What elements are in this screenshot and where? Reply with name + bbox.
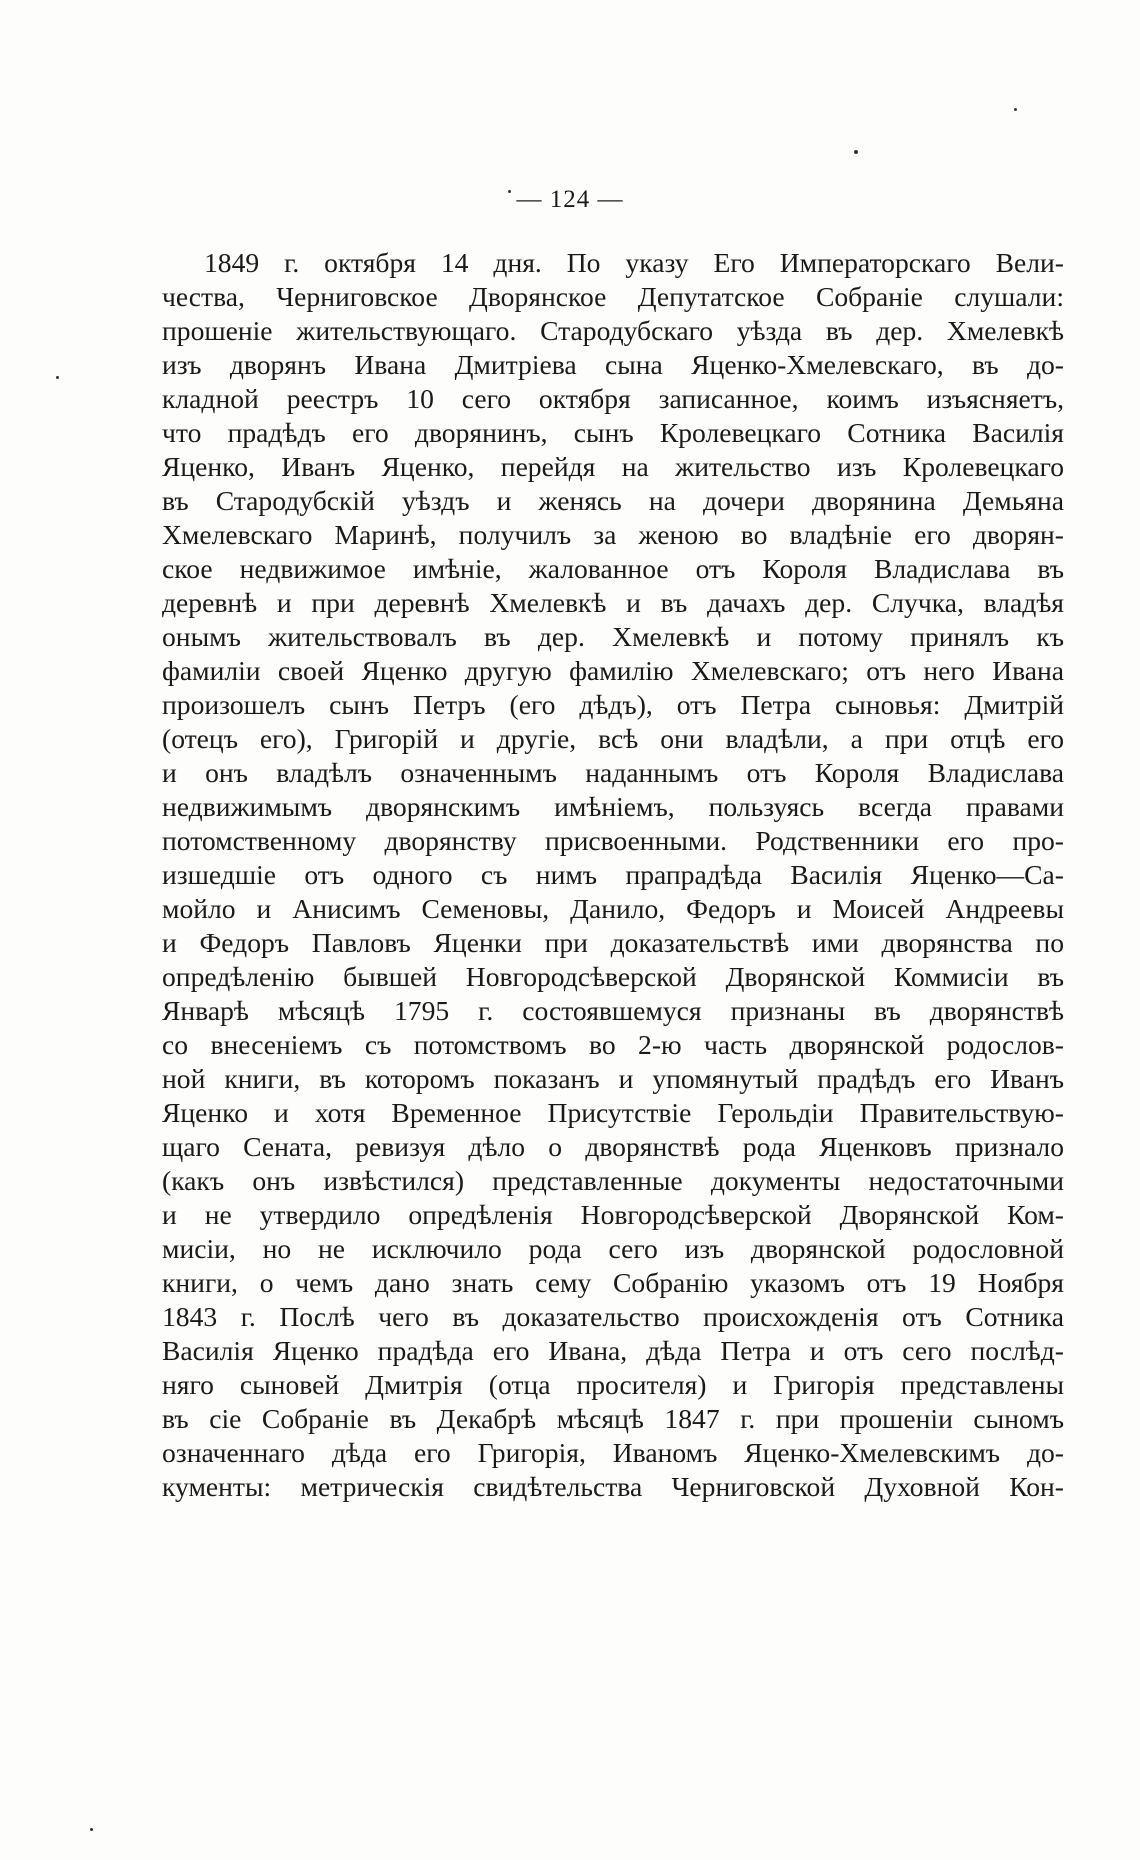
text-line: и не утвердило опредѣленія Новгородсѣверской Дворянской Ком- [162, 1199, 1064, 1230]
text-line: прошеніе жительствующаго. Стародубскаго уѣзда въ дер. Хмелевкѣ [162, 315, 1064, 346]
text-line: въ сіе Собраніе въ Декабрѣ мѣсяцѣ 1847 г. при прошеніи сыномъ [162, 1403, 1064, 1434]
text-line: Василія Яценко прадѣда его Ивана, дѣда Петра и отъ сего послѣд- [162, 1335, 1064, 1366]
text-line: мойло и Анисимъ Семеновы, Данило, Федоръ и Моисей Андреевы [162, 893, 1064, 924]
text-line: ной книги, въ которомъ показанъ и упомянутый прадѣдъ его Иванъ [162, 1063, 1064, 1094]
text-line: означеннаго дѣда его Григорія, Иваномъ Яценко-Хмелевскимъ до- [162, 1437, 1064, 1468]
text-line: книги, о чемъ дано знать сему Собранію указомъ отъ 19 Ноября [162, 1267, 1064, 1298]
text-line: мисіи, но не исключило рода сего изъ дворянской родословной [162, 1233, 1064, 1264]
scan-speck [90, 1828, 93, 1831]
text-line: Январѣ мѣсяцѣ 1795 г. состоявшемуся признаны въ дворянствѣ [162, 995, 1064, 1026]
text-line: изшедшіе отъ одного съ нимъ прапрадѣда Василія Яценко—Са- [162, 859, 1064, 890]
text-line: 1849 г. октября 14 дня. По указу Его Императорскаго Вели- [204, 247, 1064, 278]
text-line: (отецъ его), Григорій и другіе, всѣ они владѣли, а при отцѣ его [162, 723, 1064, 754]
text-line: Яценко и хотя Временное Присутствіе Герольдіи Правительствую- [162, 1097, 1064, 1128]
text-line: 1843 г. Послѣ чего въ доказательство происхожденія отъ Сотника [162, 1301, 1064, 1332]
text-line: ское недвижимое имѣніе, жалованное отъ Короля Владислава въ [162, 553, 1064, 584]
text-line: щаго Сената, ревизуя дѣло о дворянствѣ рода Яценковъ признало [162, 1131, 1064, 1162]
text-line: недвижимымъ дворянскимъ имѣніемъ, пользуясь всегда правами [162, 791, 1064, 822]
text-line: со внесеніемъ съ потомствомъ во 2-ю часть дворянской родослов- [162, 1029, 1064, 1060]
text-line: чества, Черниговское Дворянское Депутатское Собраніе слушали: [162, 281, 1064, 312]
body-text [162, 246, 1064, 1504]
text-line: произошелъ сынъ Петръ (его дѣдъ), отъ Петра сыновья: Дмитрій [162, 689, 1064, 720]
scan-speck [56, 376, 59, 379]
text-line: и Федоръ Павловъ Яценки при доказательствѣ ими дворянства по [162, 927, 1064, 958]
text-line: изъ дворянъ Ивана Дмитріева сына Яценко-Хмелевскаго, въ до- [162, 349, 1064, 380]
text-line: въ Стародубскій уѣздъ и женясь на дочери дворянина Демьяна [162, 485, 1064, 516]
text-line: фамиліи своей Яценко другую фамилію Хмелевскаго; отъ него Ивана [162, 655, 1064, 686]
text-line: кументы: метрическія свидѣтельства Черниговской Духовной Кон- [162, 1471, 1064, 1502]
scan-speck [1014, 108, 1017, 111]
text-line: кладной реестръ 10 сего октября записанное, коимъ изъясняетъ, [162, 383, 1064, 414]
scan-speck [508, 190, 511, 193]
scan-speck [854, 150, 858, 154]
text-line: Яценко, Иванъ Яценко, перейдя на жительство изъ Кролевецкаго [162, 451, 1064, 482]
text-line: онымъ жительствовалъ въ дер. Хмелевкѣ и потому принялъ къ [162, 621, 1064, 652]
text-line: (какъ онъ извѣстился) представленные документы недостаточными [162, 1165, 1064, 1196]
text-line: и онъ владѣлъ означеннымъ наданнымъ отъ Короля Владислава [162, 757, 1064, 788]
text-line: Хмелевскаго Маринѣ, получилъ за женою во владѣніе его дворян- [162, 519, 1064, 550]
page-number: — 124 — [516, 186, 624, 213]
text-line: опредѣленію бывшей Новгородсѣверской Дворянской Коммисіи въ [162, 961, 1064, 992]
text-line: деревнѣ и при деревнѣ Хмелевкѣ и въ дачахъ дер. Случка, владѣя [162, 587, 1064, 618]
text-line: няго сыновей Дмитрія (отца просителя) и Григорія представлены [162, 1369, 1064, 1400]
text-line: что прадѣдъ его дворянинъ, сынъ Кролевецкаго Сотника Василія [162, 417, 1064, 448]
text-line: потомственному дворянству присвоенными. Родственники его про- [162, 825, 1064, 856]
